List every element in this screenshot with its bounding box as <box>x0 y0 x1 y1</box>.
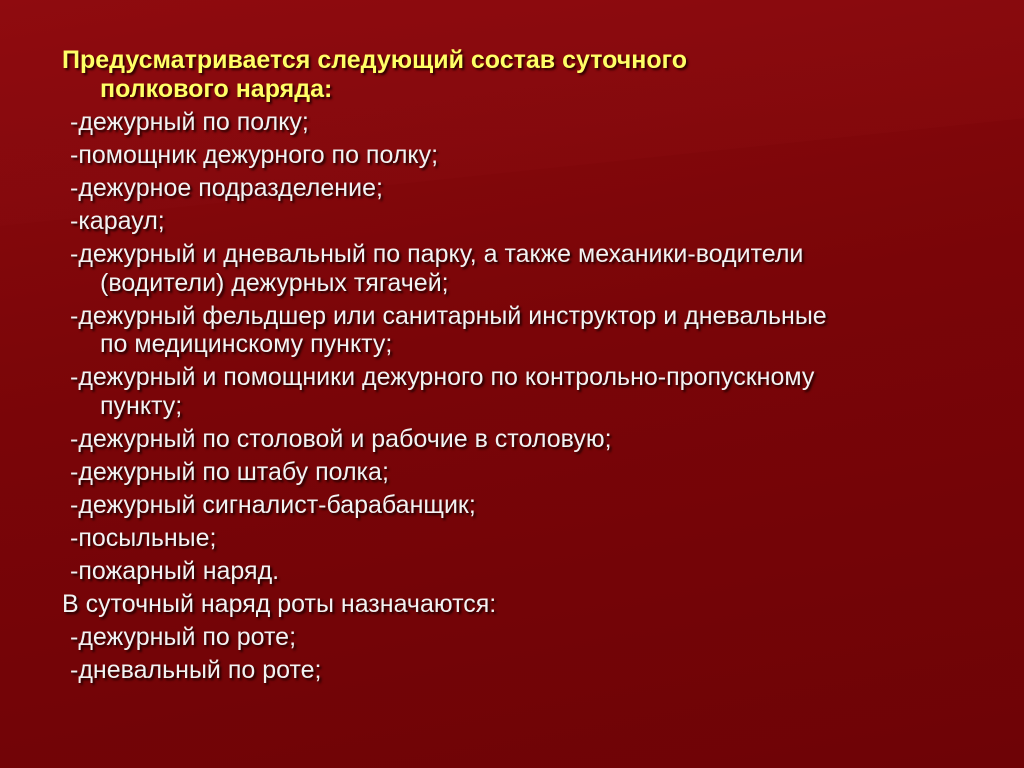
list-item-continuation: пункту; <box>100 391 183 420</box>
list-item-text: -дежурный и дневальный по парку, а также механики-водители <box>70 240 804 268</box>
list-item <box>62 363 992 420</box>
list-item-text: -дежурный фельдшер или санитарный инструктор и дневальные <box>70 301 827 330</box>
list-item-text: -дежурный по столовой и рабочие в столовую; <box>70 424 612 453</box>
list-item-text: -караул; <box>70 207 165 235</box>
list-item <box>62 491 992 520</box>
list-item-text: -дежурный по штабу полка; <box>70 457 389 486</box>
list-item <box>62 174 992 203</box>
list-item-continuation: по медицинскому пункту; <box>100 330 393 358</box>
company-duty-list <box>62 623 992 685</box>
list-item-text: -дневальный по роте; <box>70 655 322 684</box>
list-item-text: -пожарный наряд. <box>70 556 280 585</box>
list-item-text: -дежурный и помощники дежурного по контрольно-пропускному <box>70 363 815 391</box>
list-item-text: -дежурный по роте; <box>70 622 297 651</box>
list-item <box>62 623 992 652</box>
list-item <box>62 108 992 137</box>
slide-heading <box>62 46 992 104</box>
list-item <box>62 425 992 454</box>
list-item <box>62 557 992 586</box>
slide-content <box>62 46 992 689</box>
list-item-text: -помощник дежурного по полку; <box>70 141 439 169</box>
list-item-continuation: (водители) дежурных тягачей; <box>100 268 449 297</box>
slide-heading-line-1: Предусматривается следующий состав суточного <box>62 46 688 74</box>
list-item <box>62 524 992 553</box>
list-item <box>62 141 992 170</box>
company-duty-heading: В суточный наряд роты назначаются: <box>62 589 497 618</box>
list-item-text: -дежурный сигналист-барабанщик; <box>70 490 476 519</box>
regiment-duty-list <box>62 108 992 585</box>
list-item-text: -посыльные; <box>70 523 217 552</box>
list-item <box>62 302 992 359</box>
list-item <box>62 240 992 297</box>
list-item <box>62 458 992 487</box>
list-item-text: -дежурный по полку; <box>70 108 309 136</box>
list-item-text: -дежурное подразделение; <box>70 174 383 202</box>
list-item <box>62 207 992 236</box>
slide-heading-line-2: полкового наряда: <box>100 75 333 103</box>
list-item <box>62 656 992 685</box>
